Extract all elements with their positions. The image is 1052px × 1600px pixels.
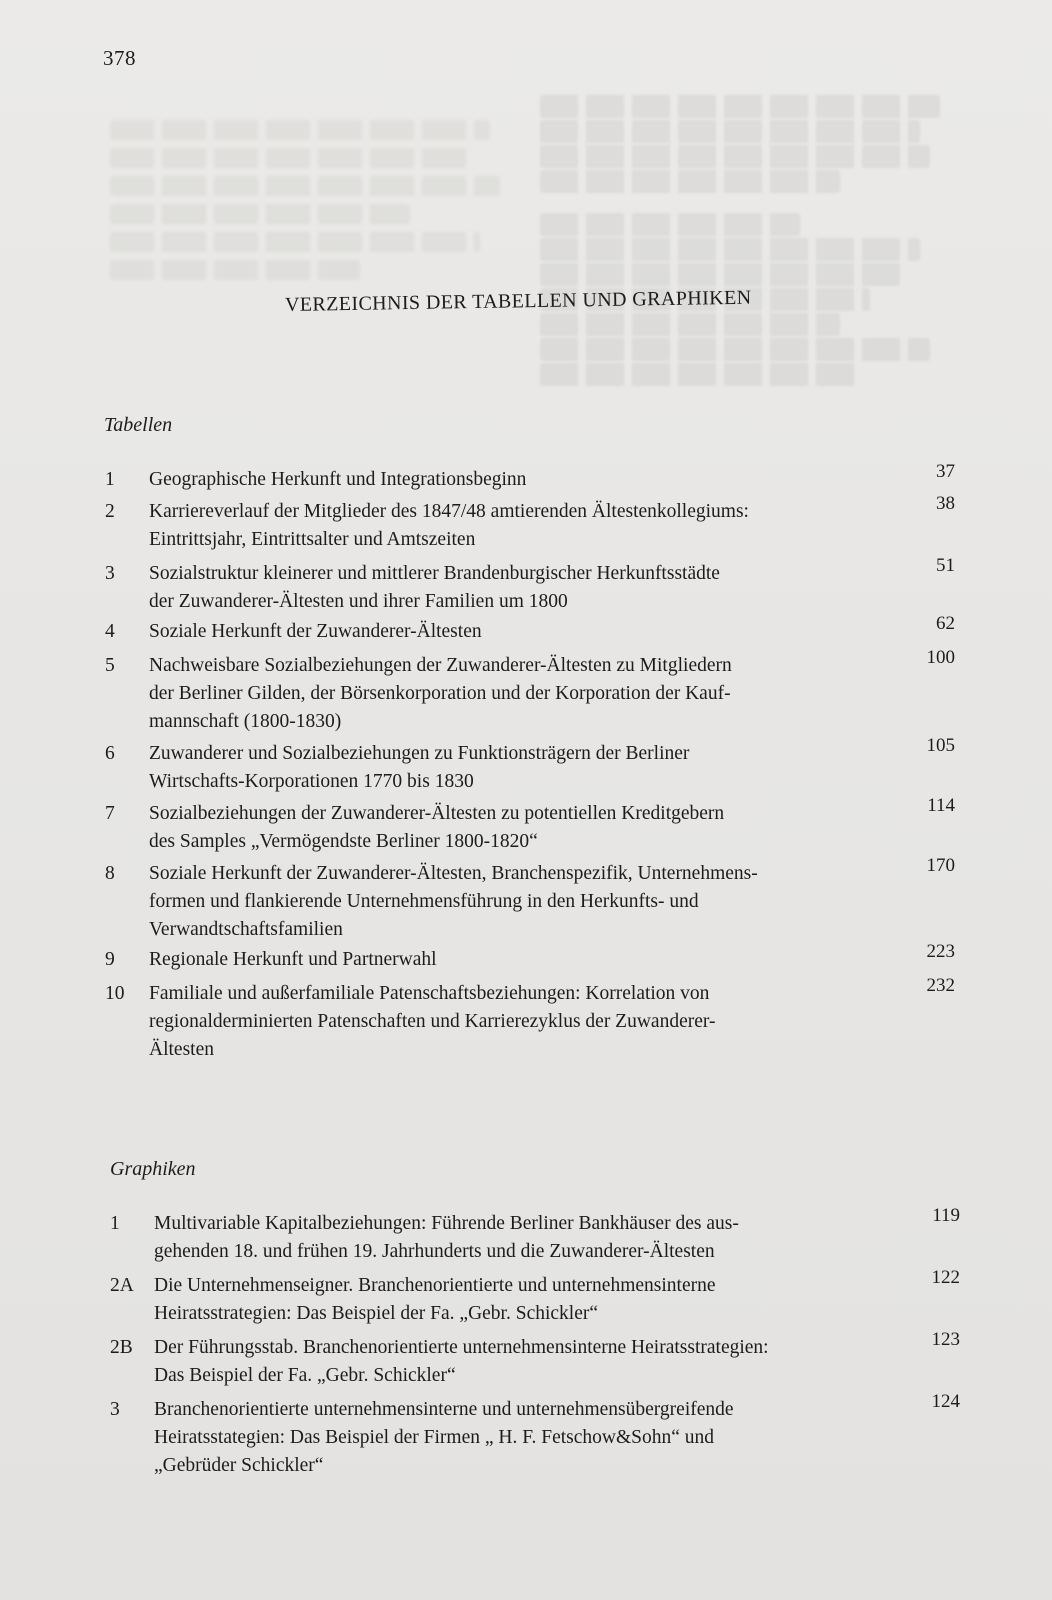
entry-number: 8 [105,863,115,884]
toc-entry [105,461,965,498]
entry-title: Multivariable Kapitalbeziehungen: Führende Berliner Bankhäuser des aus- gehenden 18. und frühen 19. Jahrhunderts und die Zuwanderer-Ältesten [154,1213,739,1262]
entry-title: Karriereverlauf der Mitglieder des 1847/48 amtierenden Ältestenkollegiums: Eintrittsjahr, Eintrittsalter und Amtszeiten [149,501,749,550]
toc-entry [105,613,965,652]
toc-entry [105,647,965,740]
entry-page: 38 [936,493,955,514]
entry-title: Sozialstruktur kleinerer und mittlerer Brandenburgischer Herkunftsstädte der Zuwanderer-Ältesten und ihrer Familien um 1800 [149,563,720,612]
bleed-through-text-right [540,95,960,388]
entry-number: 4 [105,621,115,642]
entry-number: 3 [110,1399,120,1420]
toc-entry [110,1329,970,1396]
entry-page: 232 [926,975,955,996]
entry-page: 100 [926,647,955,668]
entry-number: 2 [105,501,115,522]
section-heading-tabellen: Tabellen [104,414,173,436]
entry-page: 62 [936,613,955,634]
entry-title: Die Unternehmenseigner. Branchenorientierte und unternehmensinterne Heiratsstrategien: Das Beispiel der Fa. „Gebr. Schickler“ [154,1275,716,1324]
toc-entry [105,795,965,860]
entry-page: 223 [926,941,955,962]
toc-entry [105,975,965,1066]
entry-title: Nachweisbare Sozialbeziehungen der Zuwanderer-Ältesten zu Mitgliedern der Berliner Gilden, der Börsenkorporation und der Korporation der Kauf- mannschaft (1800-1830) [149,655,732,732]
entry-number: 2A [110,1275,134,1296]
toc-entry [110,1267,970,1334]
entry-title: Familiale und außerfamiliale Patenschaftsbeziehungen: Korrelation von regionalderminierten Patenschaften und Karrierezyklus der Zuwanderer- Ältesten [149,983,716,1060]
entry-number: 9 [105,949,115,970]
entry-title: Geographische Herkunft und Integrationsbeginn [149,469,527,490]
entry-page: 51 [936,555,955,576]
entry-page: 105 [926,735,955,756]
bleed-through-text-left [110,120,510,288]
toc-entry [105,735,965,800]
page-title: VERZEICHNIS DER TABELLEN UND GRAPHIKEN [284,286,752,316]
section-heading-graphiken: Graphiken [110,1158,196,1180]
entry-title: Der Führungsstab. Branchenorientierte unternehmensinterne Heiratsstrategien: Das Beispiel der Fa. „Gebr. Schickler“ [154,1337,769,1386]
tabellen-list [105,461,965,1066]
entry-page: 122 [931,1267,960,1288]
toc-entry [110,1391,970,1482]
toc-entry [105,855,965,946]
entry-title: Soziale Herkunft der Zuwanderer-Ältesten [149,621,482,642]
toc-entry [105,941,965,980]
entry-number: 2B [110,1337,133,1358]
entry-number: 1 [105,469,115,490]
toc-entry [105,493,965,560]
entry-number: 3 [105,563,115,584]
entry-title: Soziale Herkunft der Zuwanderer-Ältesten, Branchenspezifik, Unternehmens- formen und flankierende Unternehmensführung in den Herkunfts- und Verwandtschaftsfamilien [149,863,758,940]
entry-page: 123 [931,1329,960,1350]
entry-number: 6 [105,743,115,764]
entry-number: 1 [110,1213,120,1234]
page-number: 378 [103,46,136,70]
entry-page: 170 [926,855,955,876]
entry-number: 7 [105,803,115,824]
entry-page: 124 [931,1391,960,1412]
toc-entry [110,1205,970,1272]
toc-entry [105,555,965,618]
entry-page: 37 [936,461,955,482]
entry-number: 10 [105,983,125,1004]
entry-title: Zuwanderer und Sozialbeziehungen zu Funktionsträgern der Berliner Wirtschafts-Korporationen 1770 bis 1830 [149,743,690,792]
entry-page: 114 [927,795,955,816]
entry-page: 119 [932,1205,960,1226]
entry-title: Sozialbeziehungen der Zuwanderer-Ältesten zu potentiellen Kreditgebern des Samples „Vermögendste Berliner 1800-1820“ [149,803,725,852]
entry-number: 5 [105,655,115,676]
graphiken-list [110,1205,970,1482]
entry-title: Branchenorientierte unternehmensinterne und unternehmensübergreifende Heiratsstategien: Das Beispiel der Firmen „ H. F. Fetschow&Sohn“ und „Gebrüder Schickler“ [154,1399,734,1476]
entry-title: Regionale Herkunft und Partnerwahl [149,949,437,970]
